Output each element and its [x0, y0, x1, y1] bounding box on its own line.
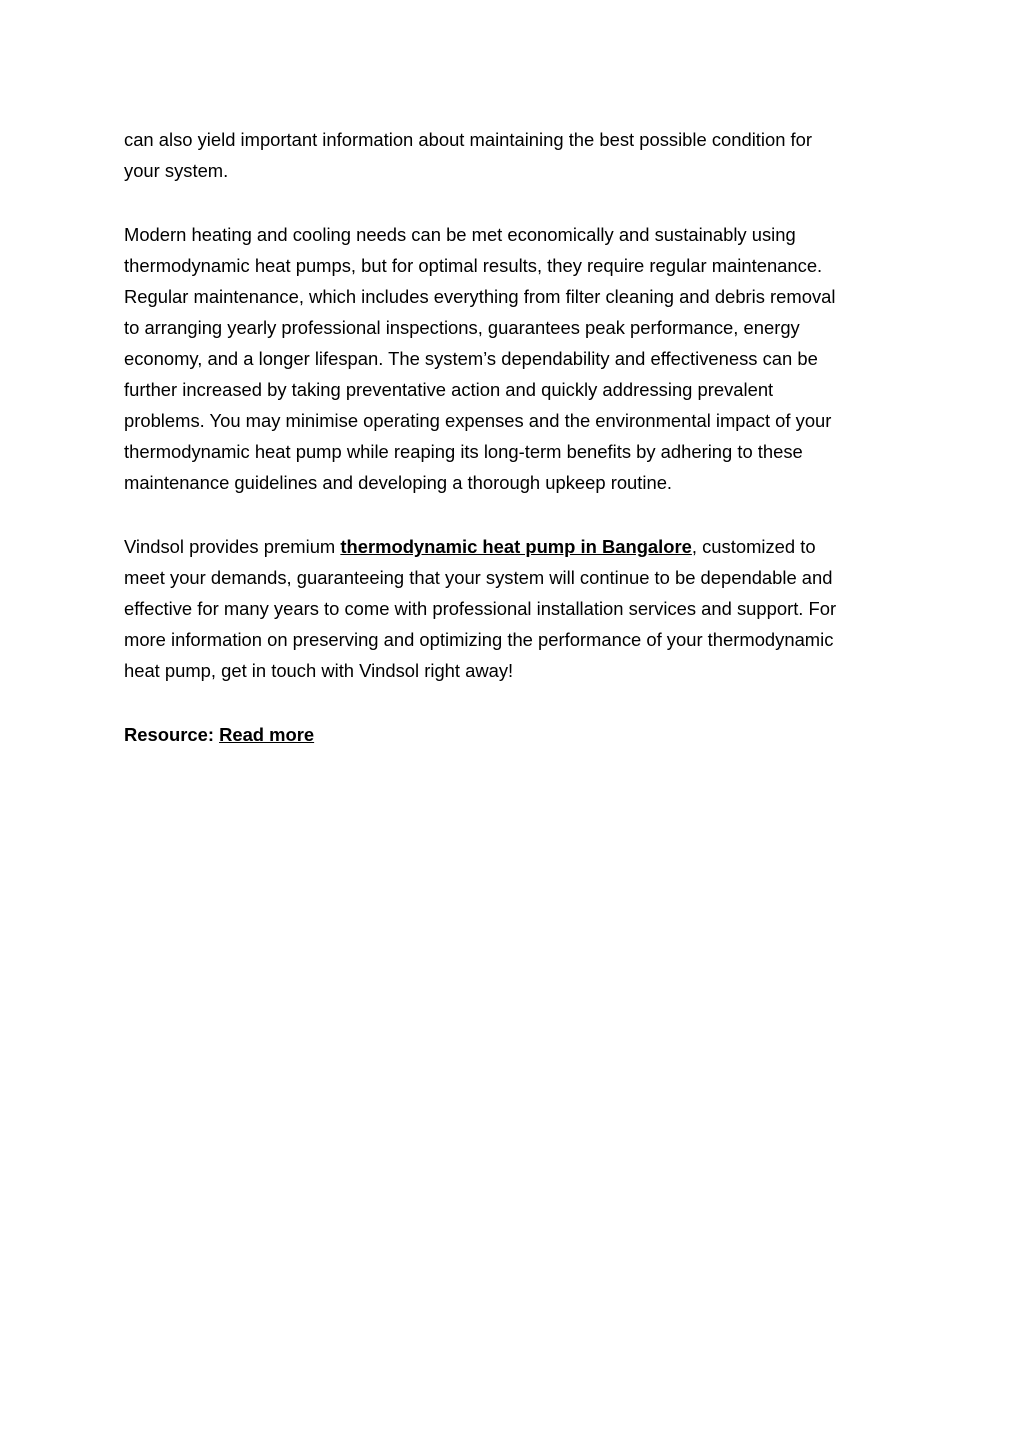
- text-line: heat pump, get in touch with Vindsol right away!: [124, 660, 514, 681]
- paragraph-maintenance: [124, 219, 894, 498]
- paragraph-vindsol: [124, 531, 894, 686]
- text-line: thermodynamic heat pump while reaping its long-term benefits by adhering to these: [124, 441, 803, 462]
- document-body: [124, 124, 894, 750]
- text-line: your system.: [124, 160, 229, 181]
- resource-line: [124, 719, 894, 750]
- text-line: Modern heating and cooling needs can be met economically and sustainably using: [124, 224, 796, 245]
- text-line: Regular maintenance, which includes everything from filter cleaning and debris removal: [124, 286, 836, 307]
- text-line: [124, 531, 894, 562]
- text-segment: Vindsol provides premium: [124, 536, 341, 557]
- resource-label: Resource:: [124, 724, 220, 745]
- text-line: thermodynamic heat pumps, but for optimal results, they require regular maintenance.: [124, 255, 823, 276]
- text-line: further increased by taking preventative action and quickly addressing prevalent: [124, 379, 774, 400]
- text-line: effective for many years to come with professional installation services and support. For: [124, 598, 837, 619]
- text-line: more information on preserving and optimizing the performance of your thermodynamic: [124, 629, 834, 650]
- text-line: to arranging yearly professional inspections, guarantees peak performance, energy: [124, 317, 800, 338]
- text-line: maintenance guidelines and developing a thorough upkeep routine.: [124, 472, 673, 493]
- text-line: can also yield important information about maintaining the best possible condition for: [124, 129, 813, 150]
- text-line: problems. You may minimise operating expenses and the environmental impact of your: [124, 410, 832, 431]
- thermodynamic-heat-pump-link[interactable]: thermodynamic heat pump in Bangalore: [340, 536, 692, 557]
- text-line: economy, and a longer lifespan. The system’s dependability and effectiveness can be: [124, 348, 818, 369]
- paragraph-intro: [124, 124, 894, 186]
- text-segment: , customized to: [691, 536, 816, 557]
- read-more-link[interactable]: Read more: [219, 724, 315, 745]
- text-line: meet your demands, guaranteeing that your system will continue to be dependable and: [124, 567, 833, 588]
